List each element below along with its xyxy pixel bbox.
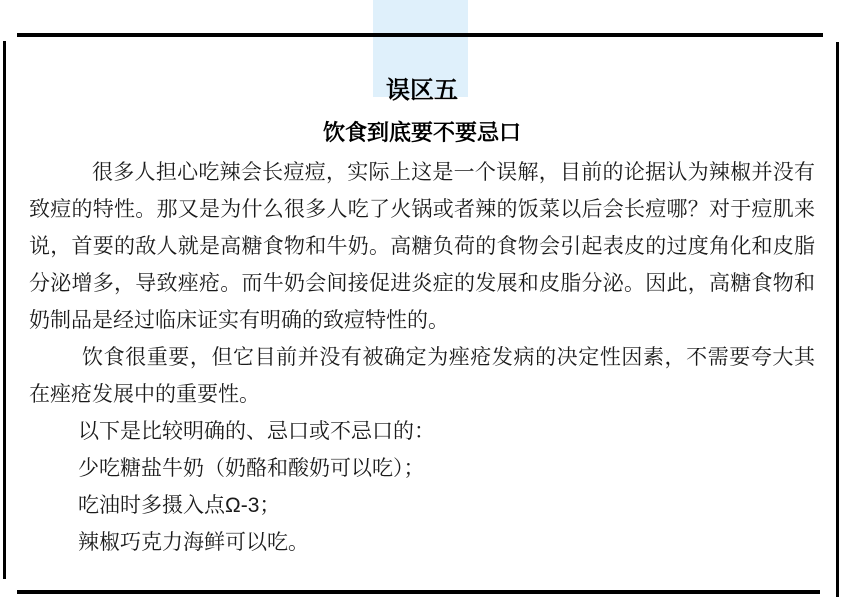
border-right xyxy=(836,42,839,597)
list-item: 辣椒巧克力海鲜可以吃。 xyxy=(78,531,309,554)
page-subtitle: 饮食到底要不要忌口 xyxy=(322,120,521,145)
border-bottom xyxy=(17,590,820,594)
body-paragraph: 饮食很重要，但它目前并没有被确定为痤疮发病的决定性因素，不需要夸大其在痤疮发展中的重要性。 xyxy=(29,346,815,406)
list-item: 少吃糖盐牛奶（奶酪和酸奶可以吃）； xyxy=(78,457,425,480)
document-content xyxy=(29,70,815,561)
list-intro-line: 以下是比较明确的、忌口或不忌口的： xyxy=(78,420,435,443)
border-left xyxy=(3,41,6,579)
body-paragraph: 很多人担心吃辣会长痘痘，实际上这是一个误解，目前的论据认为辣椒并没有致痘的特性。那又是为什么很多人吃了火锅或者辣的饭菜以后会长痘哪？对于痘肌来说，首要的敌人就是高糖食物和牛奶。高糖负荷的食物会引起表皮的过度角化和皮脂分泌增多，导致痤疮。而牛奶会间接促进炎症的发展和皮脂分泌。因此，高糖食物和奶制品是经过临床证实有明确的致痘特性的。 xyxy=(29,161,815,332)
page-title: 误区五 xyxy=(386,77,458,104)
border-top xyxy=(17,33,823,37)
list-item: 吃油时多摄入点Ω-3； xyxy=(78,494,281,517)
